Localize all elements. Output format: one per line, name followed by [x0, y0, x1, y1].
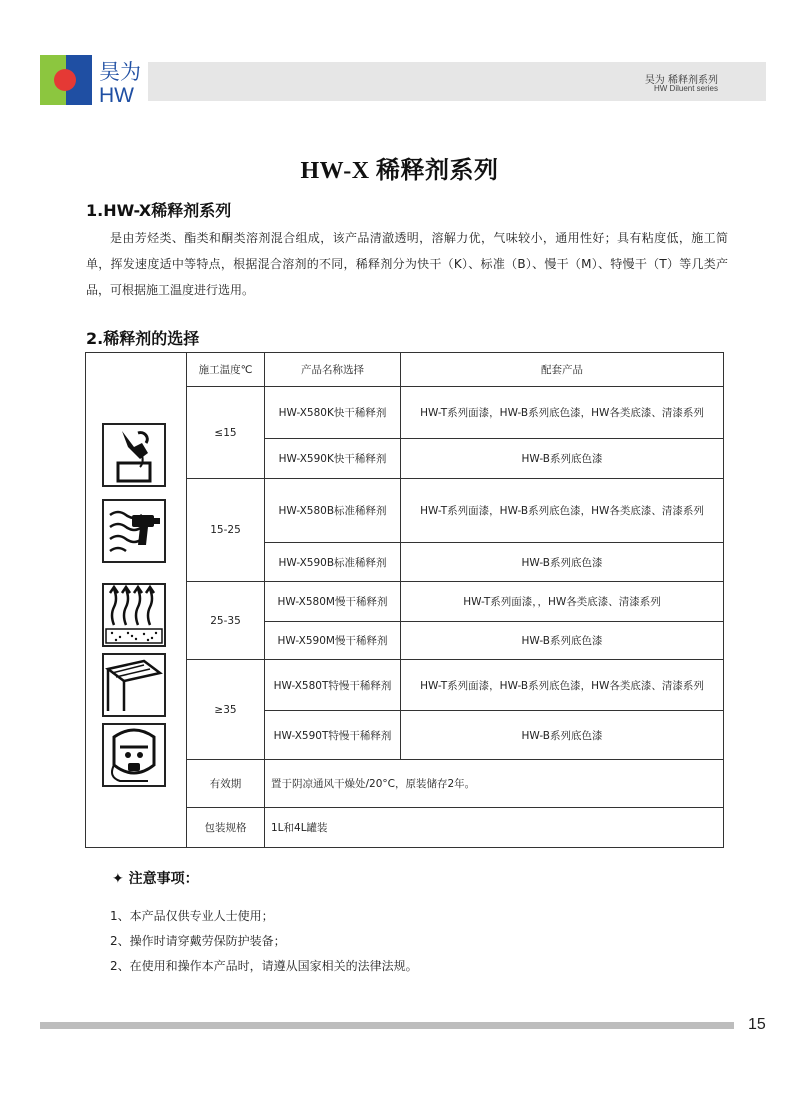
notes-title: ✦ 注意事项： — [112, 871, 199, 887]
notes-list — [110, 904, 418, 979]
match-cell: HW-T系列面漆，HW-B系列底色漆，HW各类底漆、清漆系列 — [401, 660, 724, 711]
table-header-row — [86, 353, 724, 387]
validity-value: 置于阴凉通风干燥处/20°C，原装储存2年。 — [265, 760, 724, 808]
product-cell: HW-X590K快干稀释剂 — [265, 439, 401, 479]
spray-gun-heat-icon — [102, 499, 166, 563]
diluent-selection-table — [85, 352, 724, 848]
match-cell: HW-B系列底色漆 — [401, 622, 724, 660]
page-title: HW-X 稀释剂系列 — [300, 158, 499, 184]
match-cell: HW-B系列底色漆 — [401, 543, 724, 582]
match-cell: HW-B系列底色漆 — [401, 711, 724, 760]
safety-icons-stack — [86, 353, 186, 847]
product-cell: HW-X580M慢干稀释剂 — [265, 582, 401, 622]
footer-bar — [40, 1022, 734, 1029]
product-cell: HW-X580T特慢干稀释剂 — [265, 660, 401, 711]
respirator-mask-icon — [102, 723, 166, 787]
brand-name-en: HW — [99, 84, 134, 107]
product-cell: HW-X590B标准稀释剂 — [265, 543, 401, 582]
section1-body: 是由芳烃类、酯类和酮类溶剂混合组成，该产品清澈透明，溶解力优，气味较小，通用性好；具有粘度低，施工简单，挥发速度适中等特点，根据混合溶剂的不同，稀释剂分为快干（K）、标准（B）、慢干（M）、特慢干（T）等几类产品，可根据施工温度进行选用。 — [86, 231, 728, 297]
temp-cell: 15-25 — [187, 479, 265, 582]
safety-icons-cell — [86, 353, 187, 848]
validity-label: 有效期 — [187, 760, 265, 808]
heat-rising-icon — [102, 583, 166, 647]
logo-red-dot — [54, 69, 76, 91]
header-match: 配套产品 — [401, 353, 724, 387]
packing-value: 1L和4L罐装 — [265, 808, 724, 848]
header-title-cn: 昊为 稀释剂系列 — [644, 75, 718, 86]
header-product: 产品名称选择 — [265, 353, 401, 387]
section1-title: 1.HW-X稀释剂系列 — [86, 201, 232, 220]
match-cell: HW-B系列底色漆 — [401, 439, 724, 479]
header-bar — [148, 62, 766, 101]
product-cell: HW-X580B标准稀释剂 — [265, 479, 401, 543]
packing-label: 包装规格 — [187, 808, 265, 848]
match-cell: HW-T系列面漆，HW-B系列底色漆，HW各类底漆、清漆系列 — [401, 387, 724, 439]
temp-cell: ≤15 — [187, 387, 265, 479]
brand-logo-mark — [40, 55, 92, 105]
header-temp: 施工温度℃ — [187, 353, 265, 387]
list-item: 2、在使用和操作本产品时，请遵从国家相关的法律法规。 — [110, 959, 418, 973]
list-item: 2、操作时请穿戴劳保防护装备； — [110, 934, 286, 948]
product-cell: HW-X590M慢干稀释剂 — [265, 622, 401, 660]
header-title-en: HW Diluent series — [653, 84, 718, 93]
match-cell: HW-T系列面漆，，HW各类底漆、清漆系列 — [401, 582, 724, 622]
brand-name-cn: 昊为 — [99, 60, 141, 84]
temp-cell: 25-35 — [187, 582, 265, 660]
match-cell: HW-T系列面漆，HW-B系列底色漆，HW各类底漆、清漆系列 — [401, 479, 724, 543]
section2-title: 2.稀释剂的选择 — [86, 329, 200, 348]
hand-pour-icon — [102, 423, 166, 487]
list-item: 1、本产品仅供专业人士使用； — [110, 909, 274, 923]
fire-surface-icon — [102, 653, 166, 717]
product-cell: HW-X580K快干稀释剂 — [265, 387, 401, 439]
page-number: 15 — [748, 1016, 766, 1033]
temp-cell: ≥35 — [187, 660, 265, 760]
product-cell: HW-X590T特慢干稀释剂 — [265, 711, 401, 760]
